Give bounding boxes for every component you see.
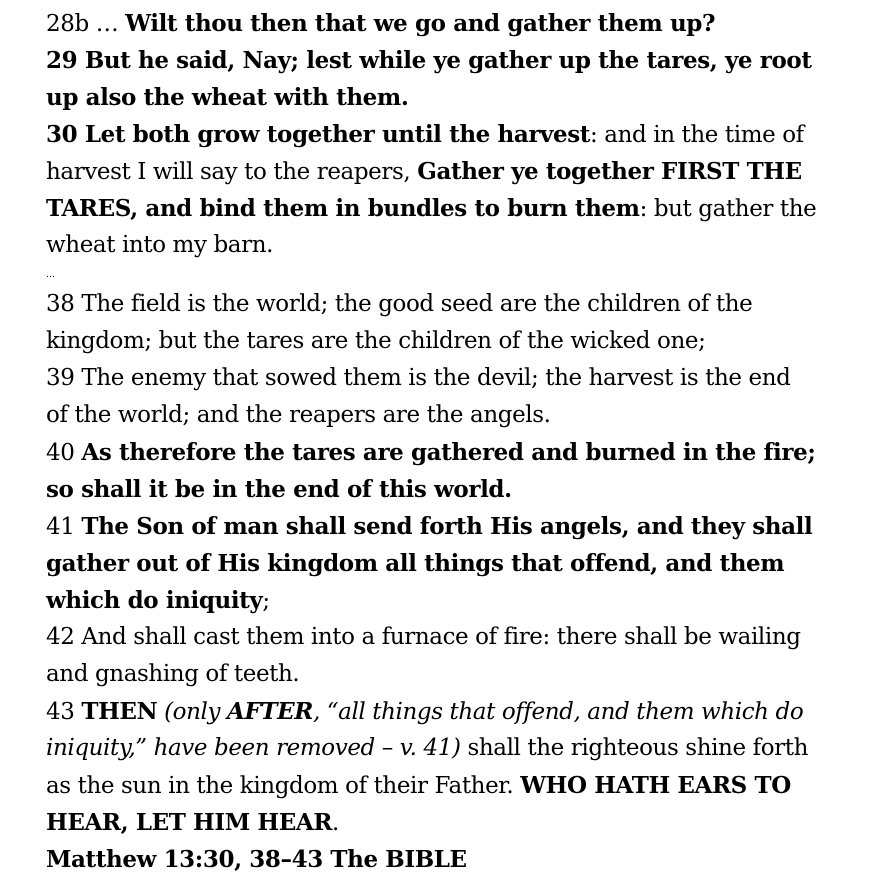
line-40b [46,471,866,508]
line-39a [46,360,866,397]
scripture-document [46,5,866,878]
line-29a [46,42,866,79]
verse-text: harvest I will say to the reapers, [46,159,418,185]
citation-text: Matthew 13:30, 38–43 The BIBLE [46,846,467,873]
line-30c [46,190,866,227]
verse-text: , “all things that offend, and them which do [312,699,804,725]
line-43d [46,804,866,841]
verse-text: 38 The field is the world; the good seed are the children of the [46,291,753,317]
line-41b [46,545,866,582]
verse-text: 43 [46,699,82,725]
verse-text: iniquity,” have been removed – v. 41) [46,735,461,761]
verse-text: gather out of His kingdom all things that offend, and them [46,550,785,577]
verse-text: Gather ye together FIRST THE [417,158,802,185]
verse-text: and gnashing of teeth. [46,661,300,687]
verse-text: wheat into my barn. [46,232,274,258]
verse-text: which do iniquity [46,587,263,614]
verse-text: as the sun in the kingdom of their Father. [46,773,521,799]
verse-text: 40 [46,440,82,466]
line-42b [46,656,866,693]
verse-text: ; [262,588,270,614]
line-43a [46,693,866,730]
line-30b [46,153,866,190]
verse-text: 30 Let both grow together until the harvest [46,121,591,148]
verse-text: AFTER [227,698,313,725]
line-41c [46,582,866,619]
verse-text: . [332,810,339,836]
verse-text: THEN [81,698,158,725]
omission-ellipsis [46,264,866,286]
verse-text: Wilt thou then that we go and gather them up? [125,10,716,37]
line-29b [46,79,866,116]
line-41a [46,508,866,545]
line-43b [46,730,866,767]
verse-text: 41 [46,514,82,540]
verse-text: so shall it be in the end of this world. [46,476,512,503]
ellipsis-text: … [46,270,55,280]
verse-text: : but gather the [639,196,817,222]
verse-text: 29 But he said, Nay; lest while ye gather up the tares, ye root [46,47,812,74]
verse-text: HEAR, LET HIM HEAR [46,809,333,836]
line-30a [46,116,866,153]
line-43c [46,767,866,804]
line-39b [46,397,866,434]
verse-text: TARES, and bind them in bundles to burn them [46,195,640,222]
line-38b [46,323,866,360]
verse-text: shall the righteous shine forth [460,735,809,761]
verse-text: 28b … [46,11,126,37]
line-40a [46,434,866,471]
verse-text: As therefore the tares are gathered and burned in the fire; [81,439,816,466]
verse-text: WHO HATH EARS TO [520,772,791,799]
line-42a [46,619,866,656]
citation [46,841,866,878]
verse-text: up also the wheat with them. [46,84,409,111]
verse-text: (only [157,699,228,725]
verse-text: of the world; and the reapers are the angels. [46,402,551,428]
line-30d [46,227,866,264]
line-28b [46,5,866,42]
verse-text: : and in the time of [590,122,804,148]
verse-text: The Son of man shall send forth His angels, and they shall [81,513,813,540]
line-38a [46,286,866,323]
verse-text: 42 And shall cast them into a furnace of fire: there shall be wailing [46,624,801,650]
verse-text: kingdom; but the tares are the children of the wicked one; [46,328,706,354]
verse-text: 39 The enemy that sowed them is the devil; the harvest is the end [46,365,791,391]
